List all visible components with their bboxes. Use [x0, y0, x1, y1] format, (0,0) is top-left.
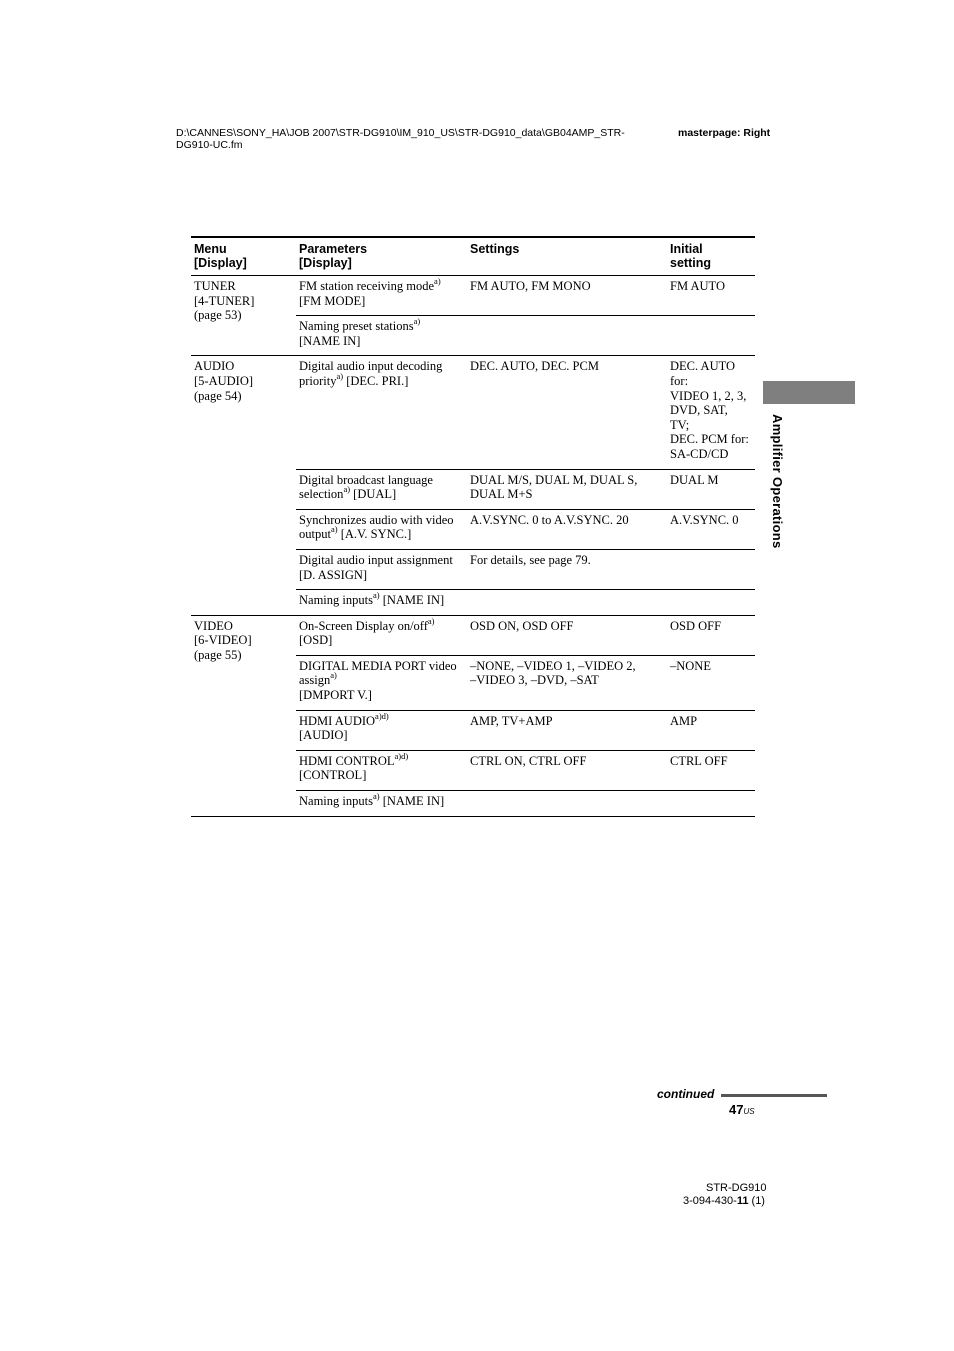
table-row	[191, 615, 755, 655]
initial-dual: DUAL M	[667, 469, 755, 509]
settings-fm-mode: FM AUTO, FM MONO	[467, 276, 667, 316]
menu-tuner: TUNER [4-TUNER] (page 53)	[191, 276, 296, 356]
header-parameters: Parameters [Display]	[299, 242, 368, 270]
menu-audio: AUDIO [5-AUDIO] (page 54)	[191, 356, 296, 615]
initial-osd: OSD OFF	[667, 615, 755, 655]
settings-av-sync: A.V.SYNC. 0 to A.V.SYNC. 20	[467, 509, 667, 549]
settings-dec-pri: DEC. AUTO, DEC. PCM	[467, 356, 667, 469]
param-fm-mode: FM station receiving mode$^{a)}$ [FM MODE]	[296, 276, 467, 316]
file-path-line-1: D:\CANNES\SONY_HA\JOB 2007\STR-DG910\IM_910_US\STR-DG910_data\GB04AMP_STR-	[176, 127, 625, 139]
section-tab-marker	[763, 381, 855, 404]
header-menu: Menu [Display]	[194, 242, 247, 270]
file-path-line-2: DG910-UC.fm	[176, 139, 243, 151]
continued-label: continued	[657, 1087, 715, 1101]
param-av-sync: Synchronizes audio with video output$^{a)}$ [A.V. SYNC.]	[296, 509, 467, 549]
table-header-row	[191, 237, 755, 276]
settings-osd: OSD ON, OSD OFF	[467, 615, 667, 655]
table-row	[191, 276, 755, 316]
header-settings: Settings	[470, 242, 520, 256]
initial-dmport-v: –NONE	[667, 655, 755, 710]
menu-parameters-table	[191, 236, 755, 817]
settings-hdmi-audio: AMP, TV+AMP	[467, 710, 667, 750]
masterpage-label: masterpage: Right	[678, 127, 771, 139]
model-number: STR-DG910	[706, 1182, 767, 1194]
settings-d-assign: For details, see page 79.	[467, 549, 667, 589]
section-tab-label: Amplifier Operations	[770, 414, 785, 549]
initial-hdmi-audio: AMP	[667, 710, 755, 750]
param-video-name-in: Naming inputs$^{a)}$ [NAME IN]	[296, 791, 467, 817]
param-dual: Digital broadcast language selection$^{a)}$ [DUAL]	[296, 469, 467, 509]
menu-video: VIDEO [6-VIDEO] (page 55)	[191, 615, 296, 816]
file-path-header	[176, 127, 666, 151]
initial-av-sync: A.V.SYNC. 0	[667, 509, 755, 549]
page-number: 47US	[729, 1102, 755, 1117]
settings-dmport-v: –NONE, –VIDEO 1, –VIDEO 2, –VIDEO 3, –DVD, –SAT	[467, 655, 667, 710]
param-name-preset: Naming preset stations$^{a)}$ [NAME IN]	[296, 316, 467, 356]
param-audio-name-in: Naming inputs$^{a)}$ [NAME IN]	[296, 590, 467, 616]
initial-fm-mode: FM AUTO	[667, 276, 755, 316]
settings-hdmi-control: CTRL ON, CTRL OFF	[467, 750, 667, 790]
param-dec-pri: Digital audio input decoding priority$^{a)}$ [DEC. PRI.]	[296, 356, 467, 469]
param-d-assign: Digital audio input assignment [D. ASSIGN]	[296, 549, 467, 589]
header-initial-setting: Initial setting	[670, 242, 711, 270]
continued-rule	[721, 1094, 827, 1097]
param-hdmi-control: HDMI $CONTROL^{a)d)}$ [CONTROL]	[296, 750, 467, 790]
param-hdmi-audio: HDMI $AUDIO^{a)d)}$ [AUDIO]	[296, 710, 467, 750]
page-number-suffix: US	[743, 1107, 755, 1116]
param-osd: On-Screen Display on/off$^{a)}$ [OSD]	[296, 615, 467, 655]
table-row	[191, 356, 755, 469]
initial-hdmi-control: CTRL OFF	[667, 750, 755, 790]
settings-dual: DUAL M/S, DUAL M, DUAL S, DUAL M+S	[467, 469, 667, 509]
initial-dec-pri: DEC. AUTO for: VIDEO 1, 2, 3, DVD, SAT, TV; DEC. PCM for: SA-CD/CD	[667, 356, 755, 469]
document-code: 3-094-430-11 (1)	[683, 1195, 765, 1207]
param-dmport-v: DIGITAL MEDIA PORT video assign$^{a)}$ [DMPORT V.]	[296, 655, 467, 710]
